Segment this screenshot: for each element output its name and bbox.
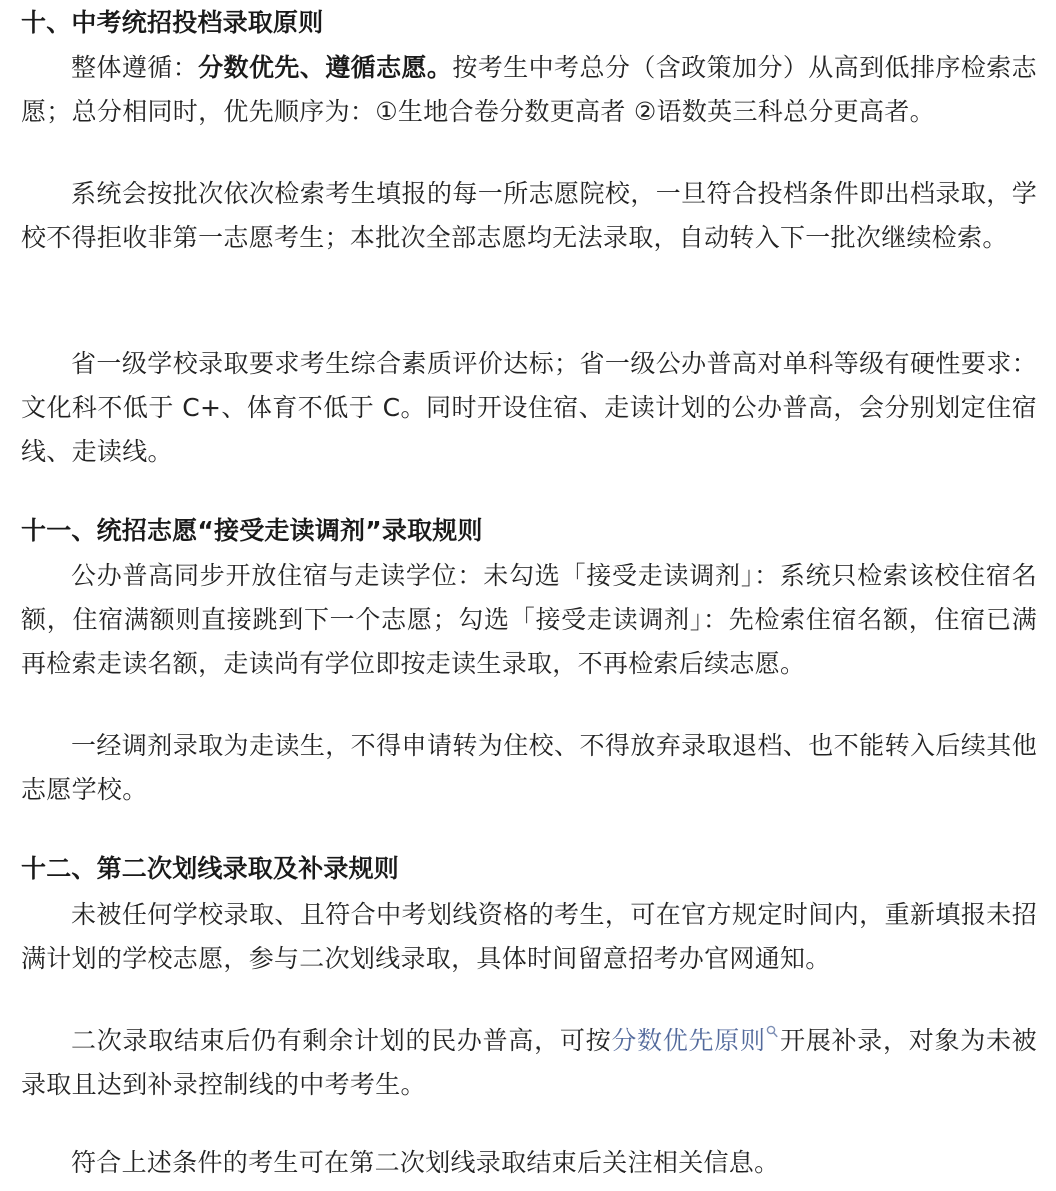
paragraph-text-before-link: 二次录取结束后仍有剩余计划的民办普高，可按 xyxy=(71,1026,612,1055)
paragraph-day-student-adjustment: 公办普高同步开放住宿与走读学位：未勾选「接受走读调剂」：系统只检索该校住宿名额，住宿满额则直接跳到下一个志愿；勾选「接受走读调剂」：先检索住宿名额，住宿已满再检索走读名额，走读尚有学位即按走读生录取，不再检索后续志愿。 xyxy=(21,561,1037,678)
paragraph-prefix: 整体遵循： xyxy=(71,53,199,82)
search-icon[interactable] xyxy=(766,1025,778,1039)
paragraph-supplementary-admission xyxy=(21,1019,1037,1107)
bold-emphasis: 分数优先、遵循志愿。 xyxy=(198,53,453,82)
paragraph-batch-retrieval: 系统会按批次依次检索考生填报的每一所志愿院校，一旦符合投档条件即出档录取，学校不得拒收非第一志愿考生；本批次全部志愿均无法录取，自动转入下一批次继续检索。 xyxy=(21,179,1037,252)
paragraph-provincial-requirements: 省一级学校录取要求考生综合素质评价达标；省一级公办普高对单科等级有硬性要求：文化科不低于 C+、体育不低于 C。同时开设住宿、走读计划的公办普高，会分别划定住宿线、走读线。 xyxy=(21,349,1037,466)
paragraph-second-round: 未被任何学校录取、且符合中考划线资格的考生，可在官方规定时间内，重新填报未招满计划的学校志愿，参与二次划线录取，具体时间留意招考办官网通知。 xyxy=(21,900,1037,973)
section-title-11: 十一、统招志愿“接受走读调剂”录取规则 xyxy=(21,516,483,545)
score-priority-link[interactable]: 分数优先原则 xyxy=(611,1026,766,1055)
paragraph-body: 按考生中考总分（含政策加分）从高到低排序检索志愿；总分相同时，优先顺序为：①生地合卷分数更高者 ②语数英三科总分更高者。 xyxy=(21,53,1037,126)
paragraph-admission-principle xyxy=(21,46,1037,134)
section-title-12: 十二、第二次划线录取及补录规则 xyxy=(21,854,400,883)
section-title-10: 十、中考统招投档录取原则 xyxy=(21,8,324,37)
paragraph-adjustment-restrictions: 一经调剂录取为走读生，不得申请转为住校、不得放弃录取退档、也不能转入后续其他志愿学校。 xyxy=(21,731,1037,804)
paragraph-follow-info: 符合上述条件的考生可在第二次划线录取结束后关注相关信息。 xyxy=(71,1148,780,1177)
paragraph-text-after-link: 开展补录，对象为未被录取且达到补录控制线的中考考生。 xyxy=(21,1026,1037,1099)
